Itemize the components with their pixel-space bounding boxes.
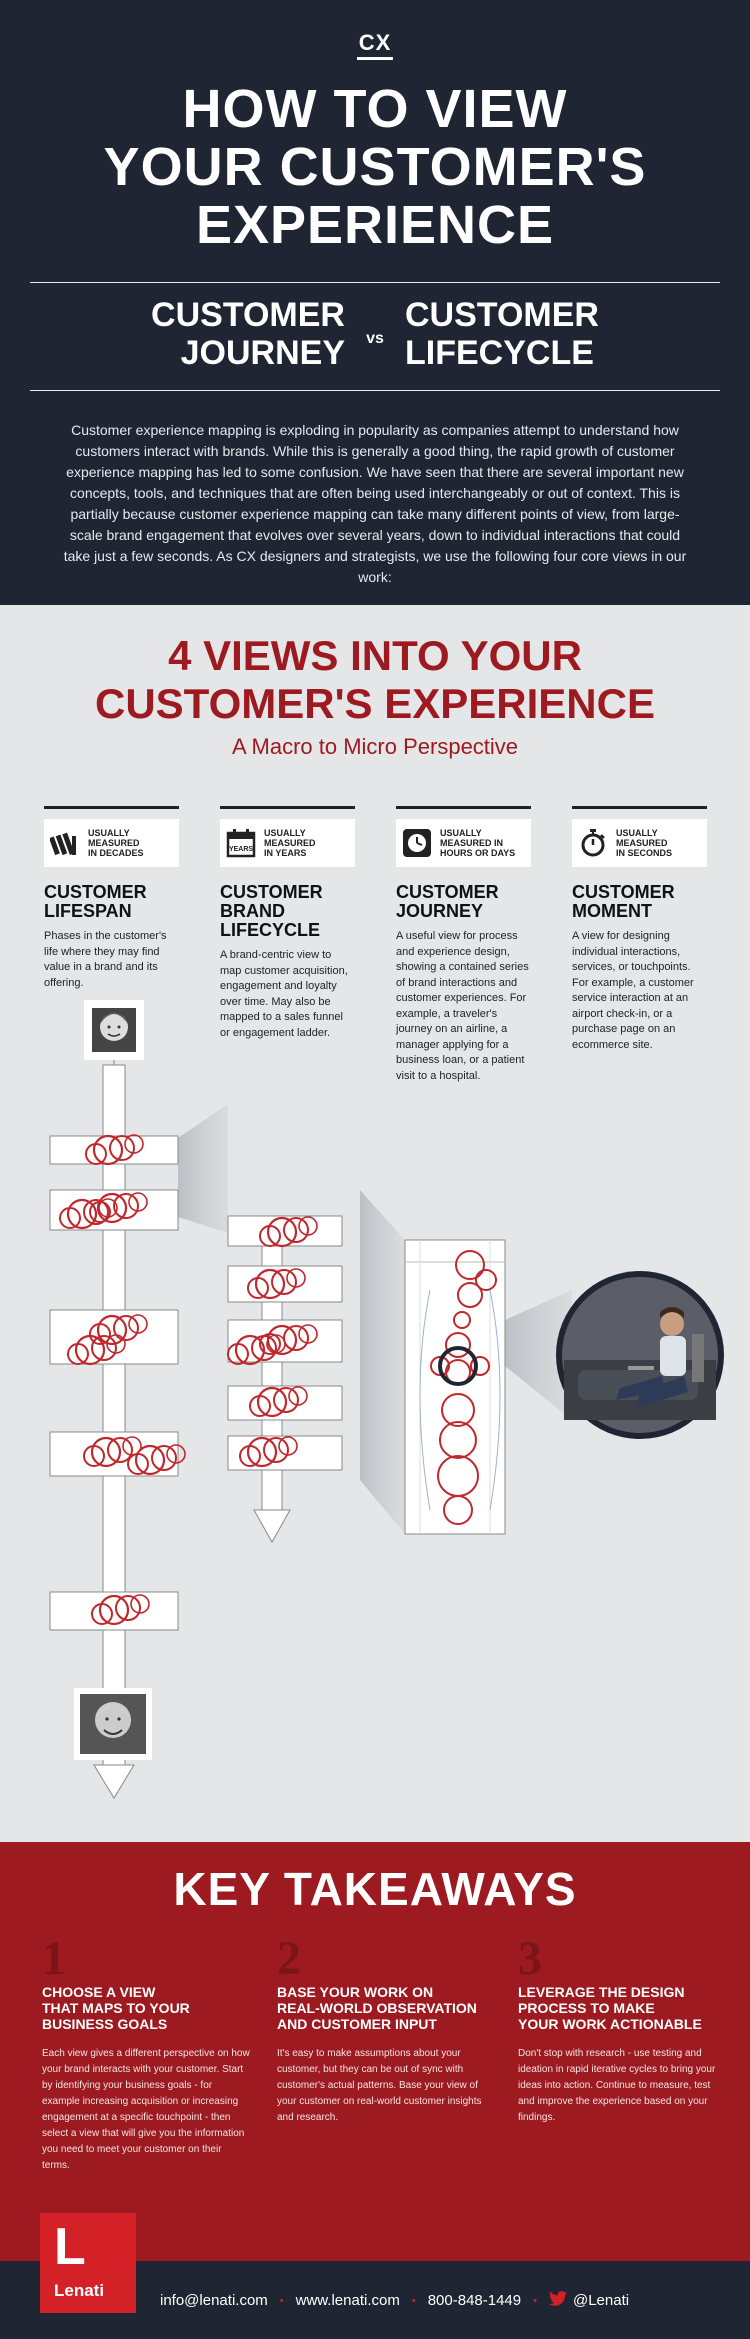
column-rule <box>572 806 707 809</box>
logo-wordmark: Lenati <box>54 2281 105 2300</box>
clock-icon <box>402 828 432 858</box>
takeaway-description: Each view gives a different perspective on how your brand interacts with your customer. Start by identifying your business goals - for example increasing acquisition or increasing engagement at a specific touchpoint - then select a view that will give you the information you need to meet your customer on their terms. <box>42 2048 250 2171</box>
takeaway-heading: CHOOSE A VIEW THAT MAPS TO YOUR BUSINESS GOALS <box>42 1984 190 2032</box>
top-divider <box>30 282 720 283</box>
macro-to-micro-diagram <box>0 990 750 1830</box>
twitter-bird-icon <box>549 2291 567 2310</box>
cx-tag: CX <box>357 30 394 60</box>
phone-number[interactable]: 800-848-1449 <box>427 2292 522 2309</box>
column-title: CUSTOMER LIFESPAN <box>44 882 147 921</box>
column-description: A useful view for process and experience design, showing a contained series of brand interactions and customer experiences. For example, a traveler's journey on an airline, a manager applying for a business loan, or a patient visit to a hospital. <box>396 930 529 1082</box>
column-description: Phases in the customer's life where they may find value in a brand and its offering. <box>44 930 167 989</box>
badge-text: USUALLY MEASURED IN YEARS <box>264 828 316 858</box>
calendar-years-text: YEARS <box>228 846 254 853</box>
takeaway-description: Don't stop with research - use testing and ideation in rapid iterative cycles to bring your ideas into action. Continue to measure, test and improve the experience based on your findings. <box>518 2048 716 2123</box>
column-description: A brand-centric view to map customer acquisition, engagement and loyalty over time. May also be mapped to a sales funnel or engagement ladder. <box>220 949 348 1039</box>
takeaway-1 <box>42 1932 252 2174</box>
email-link[interactable]: info@lenati.com <box>160 2292 268 2309</box>
views-title: 4 VIEWS INTO YOUR CUSTOMER'S EXPERIENCE <box>95 632 655 727</box>
measure-badge <box>572 819 707 867</box>
column-rule <box>44 806 179 809</box>
column-description: A view for designing individual interactions, services, or touchpoints. For example, a customer service interaction at an airport check-in, or a purchase page on an ecommerce site. <box>572 930 694 1051</box>
measure-badge <box>396 819 531 867</box>
takeaway-heading: LEVERAGE THE DESIGN PROCESS TO MAKE YOUR WORK ACTIONABLE <box>518 1984 702 2032</box>
header-section <box>0 0 750 605</box>
badge-text: USUALLY MEASURED IN SECONDS <box>616 828 673 858</box>
takeaway-heading: BASE YOUR WORK ON REAL-WORLD OBSERVATION AND CUSTOMER INPUT <box>277 1984 477 2032</box>
column-rule <box>396 806 531 809</box>
lifespan-strip <box>50 1000 185 1798</box>
column-title: CUSTOMER JOURNEY <box>396 882 499 921</box>
separator-dot: • <box>279 2294 284 2307</box>
measure-badge <box>44 819 179 867</box>
intro-paragraph: Customer experience mapping is exploding in popularity as companies attempt to understand how customers interact with brands. While this is generally a good thing, the rapid growth of customer experience mapping has led to some confusion. We have seen that there are several important new concepts, tools, and techniques that are often being used interchangeably or out of context. This is partially because customer experience mapping can take many different points of view, from large-scale brand engagement that evolves over several years, down to individual interactions that could take just a few seconds. As CX designers and strategists, we use the following four core views in our work: <box>63 422 687 585</box>
takeaway-number: 1 <box>42 1932 66 1985</box>
takeaway-description: It's easy to make assumptions about your customer, but they can be out of sync with customer's actual patterns. Base your view of your customer on real-world customer insights and research. <box>277 2048 482 2123</box>
title-line-2: YOUR CUSTOMER'S <box>103 137 647 197</box>
badge-text: USUALLY MEASURED IN HOURS OR DAYS <box>440 828 516 858</box>
journey-map-panel <box>405 1240 505 1534</box>
twitter-link[interactable] <box>549 2291 629 2310</box>
customer-lifecycle-heading: CUSTOMER LIFECYCLE <box>405 296 599 372</box>
takeaways-title: KEY TAKEAWAYS <box>173 1863 577 1915</box>
logo-letter: L <box>54 2218 86 2276</box>
title-line-1: HOW TO VIEW <box>182 79 568 139</box>
stopwatch-icon <box>578 828 608 858</box>
column-title: CUSTOMER BRAND LIFECYCLE <box>220 882 323 940</box>
separator-dot: • <box>533 2294 537 2307</box>
contact-bar <box>160 2291 629 2310</box>
lenati-logo[interactable] <box>40 2213 136 2313</box>
footer <box>0 2218 750 2339</box>
takeaway-2 <box>277 1932 487 2126</box>
zoom-beam-1 <box>178 1104 228 1233</box>
website-link[interactable]: www.lenati.com <box>295 2292 400 2309</box>
badge-text: USUALLY MEASURED IN DECADES <box>88 828 144 858</box>
zoom-beam-2 <box>360 1190 405 1534</box>
separator-dot: • <box>411 2294 416 2307</box>
takeaway-number: 3 <box>518 1932 542 1985</box>
views-subtitle: A Macro to Micro Perspective <box>231 734 519 759</box>
column-rule <box>220 806 355 809</box>
page-title <box>30 80 720 254</box>
view-column-lifespan <box>44 806 179 991</box>
takeaway-3 <box>518 1932 728 2126</box>
books-icon <box>50 828 80 858</box>
column-title: CUSTOMER MOMENT <box>572 882 675 921</box>
twitter-handle: @Lenati <box>572 2292 630 2309</box>
measure-badge <box>220 819 355 867</box>
title-line-3: EXPERIENCE <box>195 195 555 255</box>
journey-vs-lifecycle <box>0 296 750 374</box>
calendar-icon <box>226 828 256 858</box>
key-takeaways-section <box>0 1842 750 2261</box>
customer-moment-photo <box>556 1271 724 1439</box>
brand-lifecycle-strip <box>228 1216 342 1542</box>
bottom-divider <box>30 390 720 391</box>
takeaway-number: 2 <box>277 1932 301 1985</box>
customer-journey-heading: CUSTOMER JOURNEY <box>151 296 345 372</box>
vs-label: vs <box>366 330 384 347</box>
